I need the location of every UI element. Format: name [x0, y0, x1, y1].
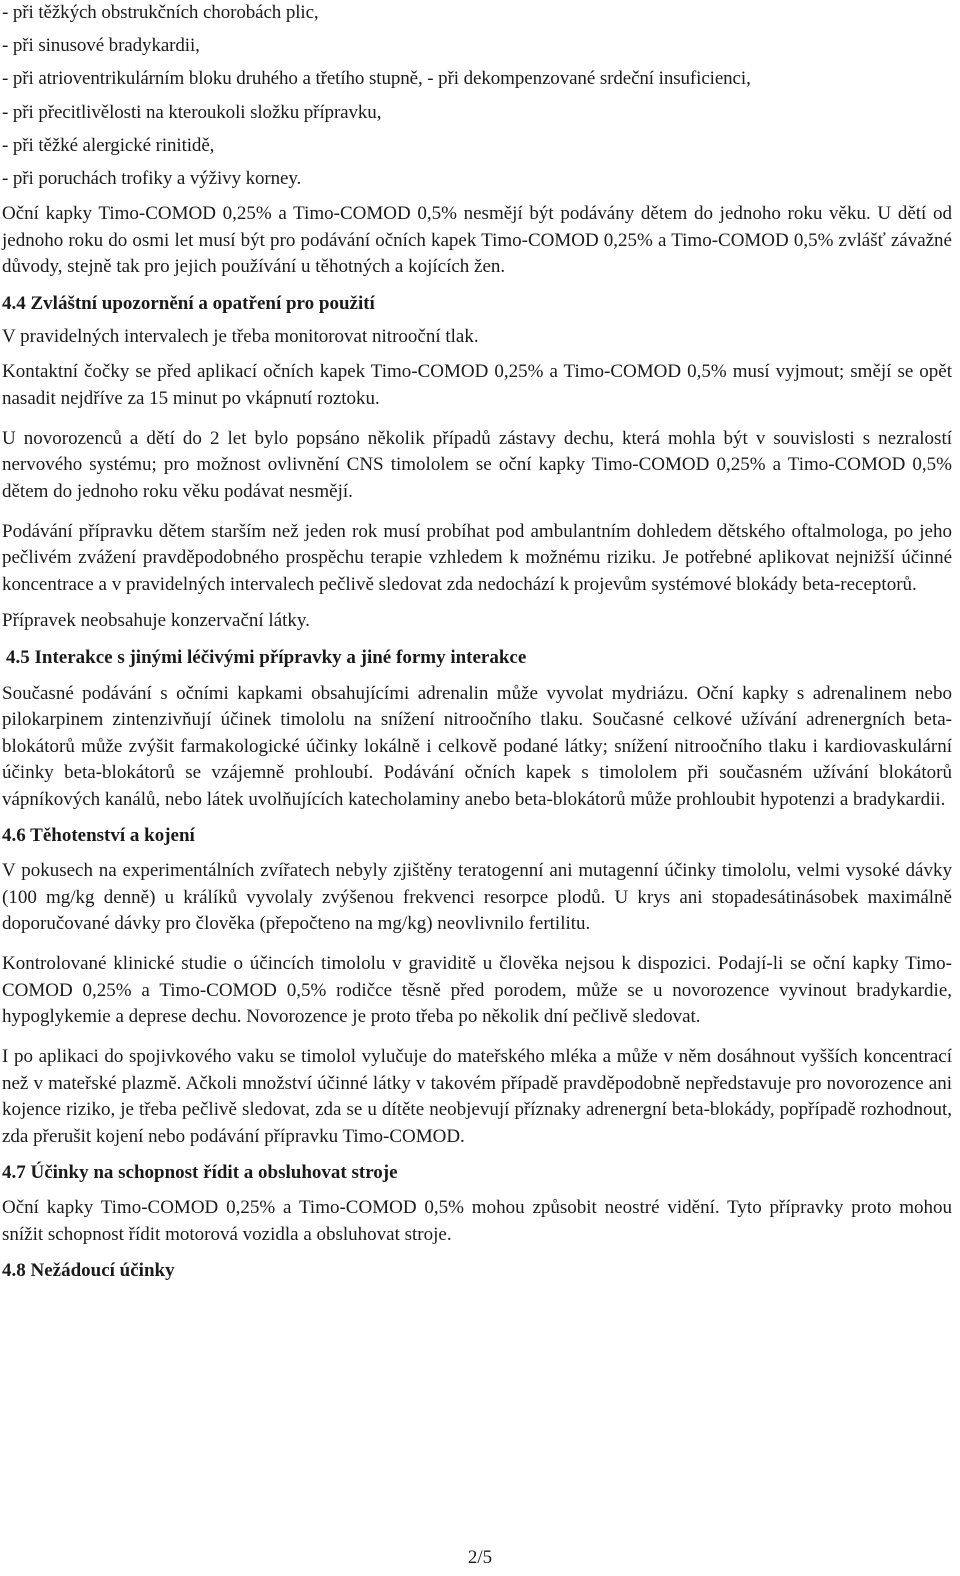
section-heading: 4.8 Nežádoucí účinky — [2, 1260, 175, 1282]
paragraph: Kontaktní čočky se před aplikací očních kapek Timo-COMOD 0,25% a Timo-COMOD 0,5% musí vyjmout; smějí se opět nasadit nejdříve za 15 minut po vkápnutí roztoku. — [2, 361, 952, 409]
paragraph: I po aplikaci do spojivkového vaku se timolol vylučuje do mateřského mléka a může v něm dosáhnout vyšších koncentrací než v mateřské plazmě. Ačkoli množství účinné látky v takovém případě pravděpodobně nepředstavuje pro novorozence ani kojence riziko, je třeba pečlivě sledovat, zda se u dítěte neobjevují příznaky adrenergní beta-blokády, popřípadě rozhodnout, zda přerušit kojení nebo podávání přípravku Timo-COMOD. — [2, 1046, 952, 1147]
intro-paragraph: Oční kapky Timo-COMOD 0,25% a Timo-COMOD 0,5% nesmějí být podávány dětem do jednoho roku věku. U dětí od jednoho roku do osmi let musí být pro podávání očních kapek Timo-COMOD 0,25% a Timo-COMOD 0,5% zvlášť závažné důvody, stejně tak pro jejich používání u těhotných a kojících žen. — [2, 203, 952, 278]
page-number: 2/5 — [467, 1547, 493, 1568]
list-item: - při sinusové bradykardii, — [2, 35, 200, 57]
contraindication-list — [2, 0, 952, 191]
paragraph: Podávání přípravku dětem starším než jeden rok musí probíhat pod ambulantním dohledem dětského oftalmologa, po jeho pečlivém zvážení pravděpodobného prospěchu terapie vzhledem k možnému riziku. Je potřebné aplikovat nejnižší účinné koncentrace a v pravidelných intervalech pečlivě sledovat zda nedochází k projevům systémové blokády beta-receptorů. — [2, 520, 952, 595]
paragraph: Přípravek neobsahuje konzervační látky. — [2, 610, 310, 632]
section-heading: 4.6 Těhotenství a kojení — [2, 825, 195, 847]
section-4-4 — [2, 291, 952, 635]
paragraph: U novorozenců a dětí do 2 let bylo popsáno několik případů zástavy dechu, která mohla být v souvislosti s nezralostí nervového systému; pro možnost ovlivnění CNS timololem se oční kapky Timo-COMOD 0,25% a Timo-COMOD 0,5% dětem do jednoho roku věku podávat nesmějí. — [2, 427, 952, 502]
paragraph: V pokusech na experimentálních zvířatech nebyly zjištěny teratogenní ani mutagenní účinky timololu, velmi vysoké dávky (100 mg/kg denně) u králíků vyvolaly zvýšenou frekvenci resorpce plodů. U krys ani stopadesátinásobek maximálně doporučované dávky pro člověka (přepočteno na mg/kg) neovlivnilo fertilitu. — [2, 860, 952, 935]
list-item: - při atrioventrikulárním bloku druhého a třetího stupně, - při dekompenzované srdeční insuficienci, — [2, 68, 751, 90]
section-heading: 4.5 Interakce s jinými léčivými přípravky a jiné formy interakce — [6, 646, 527, 668]
paragraph: Oční kapky Timo-COMOD 0,25% a Timo-COMOD 0,5% mohou způsobit neostré vidění. Tyto přípravky proto mohou snížit schopnost řídit motorová vozidla a obsluhovat stroje. — [2, 1197, 952, 1245]
list-item: - při těžkých obstrukčních chorobách plic, — [2, 2, 319, 23]
list-item: - při těžké alergické rinitidě, — [2, 134, 215, 156]
section-4-8 — [2, 1258, 952, 1283]
paragraph: V pravidelných intervalech je třeba monitorovat nitrooční tlak. — [2, 325, 479, 347]
section-heading: 4.7 Účinky na schopnost řídit a obsluhovat stroje — [2, 1162, 398, 1184]
section-4-6 — [2, 823, 952, 1150]
list-item: - při přecitlivělosti na kteroukoli složku přípravku, — [2, 101, 382, 123]
section-heading: 4.4 Zvláštní upozornění a opatření pro použití — [2, 292, 375, 314]
section-4-7 — [2, 1160, 952, 1248]
section-4-5 — [2, 645, 952, 814]
paragraph: Současné podávání s očními kapkami obsahujícími adrenalin může vyvolat mydriázu. Oční kapky s adrenalinem nebo pilokarpinem zintenzivňují účinek timololu na snížení nitroočního tlaku. Současné celkové užívání adrenergních beta-blokátorů může zvýšit farmakologické účinky lokálně i celkově podané látky; snížení nitroočního tlaku i kardiovaskulární účinky beta-blokátorů se vzájemně prohloubí. Podávání očních kapek s timololem při současném užívání blokátorů vápníkových kanálů, nebo látek uvolňujících katecholaminy anebo beta-blokátorů může prohloubit hypotenzi a bradykardii. — [2, 682, 952, 810]
paragraph: Kontrolované klinické studie o účincích timololu v graviditě u člověka nejsou k dispozici. Podají-li se oční kapky Timo-COMOD 0,25% a Timo-COMOD 0,5% rodičce těsně před porodem, může se u novorozence vyvinout bradykardie, hypoglykemie a deprese dechu. Novorozence je proto třeba po několik dní pečlivě sledovat. — [2, 953, 952, 1028]
document-page — [2, 0, 952, 1294]
list-item: - při poruchách trofiky a výživy korney. — [2, 167, 302, 189]
